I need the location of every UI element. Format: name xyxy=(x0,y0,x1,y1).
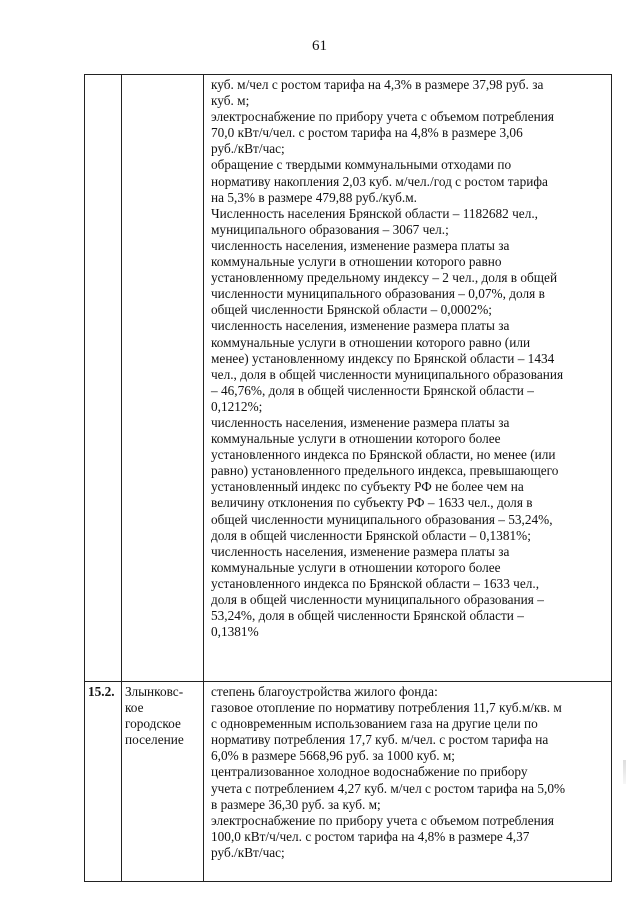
text-line: – 46,76%, доля в общей численности Брянской области – xyxy=(211,382,534,398)
column-divider-number xyxy=(121,75,122,881)
text-line: степень благоустройства жилого фонда: xyxy=(211,684,438,699)
text-line: газовое отопление по нормативу потребления 11,7 куб.м/кв. м xyxy=(211,700,562,716)
text-line: на 5,3% в размере 479,88 руб./куб.м. xyxy=(211,189,417,205)
text-line: общей численности Брянской области – 0,0002%; xyxy=(211,302,492,318)
text-line: коммунальные услуги в отношении которого равно (или xyxy=(211,334,531,350)
text-line: установленному предельному индексу – 2 чел., доля в общей xyxy=(211,270,558,286)
text-line: муниципального образования – 3067 чел.; xyxy=(211,221,449,237)
text-line: коммунальные услуги в отношении которого более xyxy=(211,431,501,447)
text-line: численность населения, изменение размера платы за xyxy=(211,318,510,334)
text-line: электроснабжение по прибору учета с объемом потребления xyxy=(211,812,554,828)
row2-number: 15.2. xyxy=(88,684,115,699)
text-line: нормативу накопления 2,03 куб. м/чел./год с ростом тарифа xyxy=(211,173,548,189)
row2-description xyxy=(211,684,609,861)
text-line: численность населения, изменение размера платы за xyxy=(211,543,510,559)
text-line: Злынковс- xyxy=(125,684,184,699)
row2-municipality-name xyxy=(125,684,201,748)
text-line: численность населения, изменение размера платы за xyxy=(211,237,510,253)
text-line: руб./кВт/час; xyxy=(211,141,285,157)
scan-edge-mark xyxy=(623,760,626,784)
text-line: установленного индекса по Брянской области, но менее (или xyxy=(211,447,556,463)
text-line: в размере 36,30 руб. за куб. м; xyxy=(211,796,381,812)
text-line: городское xyxy=(125,716,181,732)
text-line: куб. м; xyxy=(211,93,250,109)
text-line: централизованное холодное водоснабжение по прибору xyxy=(211,764,528,780)
text-line: руб./кВт/час; xyxy=(211,844,285,860)
text-line: 100,0 кВт/ч/чел. с ростом тарифа на 4,8% в размере 4,37 xyxy=(211,828,530,844)
text-line: коммунальные услуги в отношении которого более xyxy=(211,559,501,575)
text-line: численность населения, изменение размера платы за xyxy=(211,414,510,430)
text-line: обращение с твердыми коммунальными отходами по xyxy=(211,157,512,173)
text-line: менее) установленному индексу по Брянской области – 1434 xyxy=(211,350,555,366)
text-line: кое xyxy=(125,700,144,716)
page-number: 61 xyxy=(312,38,327,54)
text-line: коммунальные услуги в отношении которого равно xyxy=(211,254,502,270)
row1-description xyxy=(211,77,609,640)
text-line: с одновременным использованием газа на другие цели по xyxy=(211,716,538,732)
text-line: доля в общей численности Брянской области – 0,1381%; xyxy=(211,527,531,543)
text-line: численности муниципального образования – 0,07%, доля в xyxy=(211,286,545,302)
data-table xyxy=(84,74,612,882)
text-line: Численность населения Брянской области – 1182682 чел., xyxy=(211,205,538,221)
text-line: 0,1381% xyxy=(211,624,259,640)
text-line: поселение xyxy=(125,732,184,748)
text-line: 0,1212%; xyxy=(211,398,263,414)
text-line: электроснабжение по прибору учета с объемом потребления xyxy=(211,109,554,125)
text-line: установленный индекс по субъекту РФ не более чем на xyxy=(211,479,524,495)
text-line: 70,0 кВт/ч/чел. с ростом тарифа на 4,8% в размере 3,06 xyxy=(211,125,523,141)
text-line: 53,24%, доля в общей численности Брянской области – xyxy=(211,608,524,624)
text-line: установленного индекса по Брянской области – 1633 чел., xyxy=(211,575,540,591)
text-line: равно) установленного предельного индекса, превышающего xyxy=(211,463,559,479)
text-line: чел., доля в общей численности муниципального образования xyxy=(211,366,564,382)
text-line: нормативу потребления 17,7 куб. м/чел. с ростом тарифа на xyxy=(211,732,549,748)
text-line: куб. м/чел с ростом тарифа на 4,3% в размере 37,98 руб. за xyxy=(211,77,544,92)
column-divider-name xyxy=(203,75,204,881)
text-line: 6,0% в размере 5668,96 руб. за 1000 куб. м; xyxy=(211,748,455,764)
text-line: общей численности муниципального образования – 53,24%, xyxy=(211,511,553,527)
text-line: доля в общей численности муниципального образования – xyxy=(211,592,544,607)
row-divider xyxy=(85,681,611,682)
text-line: величину отклонения по субъекту РФ – 1633 чел., доля в xyxy=(211,495,533,511)
text-line: учета с потреблением 4,27 куб. м/чел с ростом тарифа на 5,0% xyxy=(211,780,566,796)
